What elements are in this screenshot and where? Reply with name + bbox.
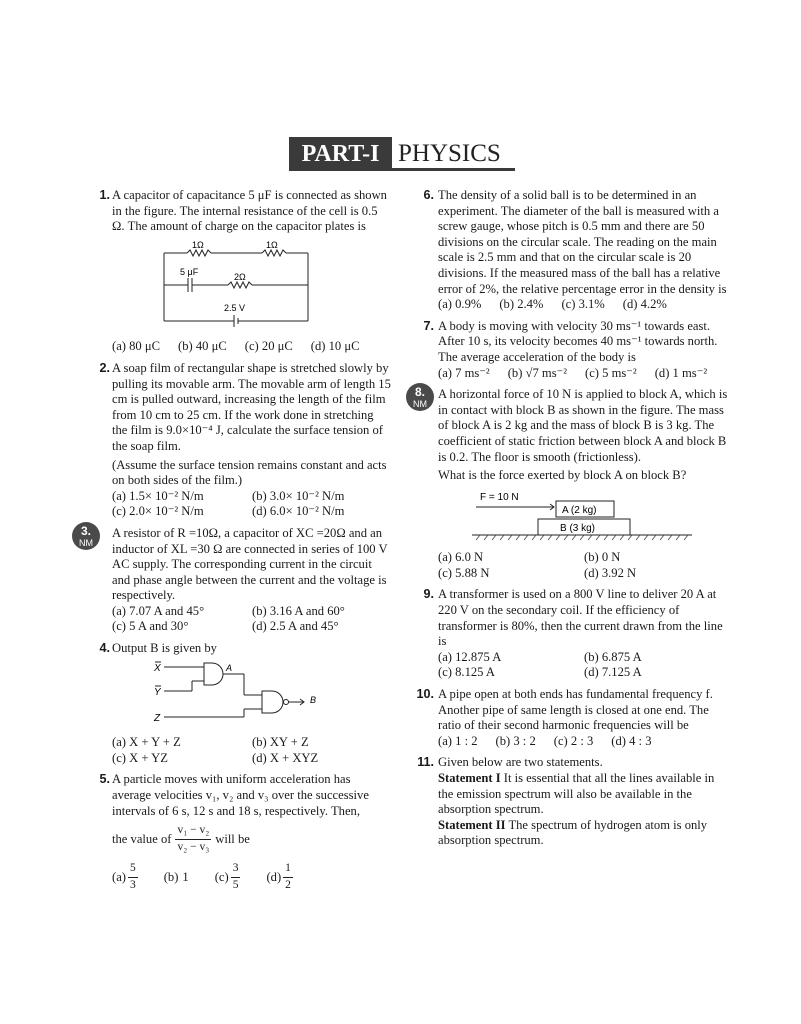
option-d: (d) 10 μC [310,339,360,354]
option-a: (a) 80 μC [112,339,161,354]
fig-label-block-b: B (3 kg) [560,522,596,534]
fig-label-a: A [226,662,233,673]
question-text: A soap film of rectangular shape is stretched slowly by pulling its movable arm. The movable arm of length 15 cm is pulled outward, increasing the length of the film from 10 cm to 25 cm. If the work done in stretching the film is 9.0×10⁻⁴ J, calculate the surface tension of the soap film. [112,360,391,453]
question-number: 7. [423,318,434,333]
fig-label-cap: 5 μF [180,266,199,277]
fig-label-b: B [310,694,317,705]
option-d: (d) 3.92 N [584,565,637,580]
fig-label-y: Y [154,686,161,698]
question-text: A resistor of R =10Ω, a capacitor of XC =20Ω and an inductor of XL =30 Ω are connected in series of 100 V AC supply. The corresponding current in the circuit and phase angle between the current and the voltage is respectively. [112,525,388,603]
option-a: (a) 0.9% [438,297,482,312]
option-d: (d) 4 : 3 [611,733,652,748]
options [112,604,392,635]
question-2 [92,361,392,520]
options [438,297,730,313]
options [112,861,392,893]
nm-badge: 3. NM [72,522,100,550]
question-text: A body is moving with velocity 30 ms⁻¹ towards east. After 10 s, its velocity becomes 40 ms⁻¹ towards north. The average acceleration of the body is [438,318,718,364]
question-text: Output B is given by [112,641,217,656]
left-column [79,188,392,900]
question-number: 2. [99,360,110,375]
options [438,734,730,750]
option-a: (a) 7.07 A and 45° [112,603,205,618]
fig-label-x: X [154,662,161,674]
part-label: PART-I [289,137,392,171]
question-text: The density of a solid ball is to be determined in an experiment. The diameter of the ball is measured with a screw gauge, whose pitch is 0.5 mm and there are 50 divisions on the circular scale. The reading on the main scale is 2.5 mm and that on the circular scale is 20 divisions. If the measured mass of the ball has a relative error of 2%, the relative percentage error in the density is [438,188,727,296]
option-d: (d) 6.0× 10⁻² N/m [252,504,345,519]
option-c: (c) 8.125 A [438,665,496,680]
option-b: (b) 3 : 2 [495,733,536,748]
question-note: (Assume the surface tension remains constant and acts on both sides of the film.) [112,457,387,488]
option-b: (b) 6.875 A [584,649,642,664]
question-6 [418,188,730,313]
question-prompt: What is the force exerted by block A on block B? [438,468,687,483]
logic-gate-figure [152,661,332,727]
options [112,489,392,520]
question-number: 6. [423,188,434,202]
option-b: (b) 40 μC [178,339,227,354]
nm-badge: 8. NM [406,383,434,411]
option-a: (a) 1.5× 10⁻² N/m [112,488,204,503]
statement-1-text: It is essential that all the lines available in the emission spectrum will also be available in the absorption spectrum. [438,771,715,817]
question-number: 10. [416,687,434,702]
subject-title: PHYSICS [392,137,515,171]
value-suffix: will be [215,831,250,846]
question-10 [418,687,730,749]
fig-label-block-a: A (2 kg) [562,504,597,516]
option-b: (b) 0 N [584,550,621,565]
option-c: (c) 5.88 N [438,565,490,580]
question-number: 11. [417,755,434,770]
options [438,650,730,681]
option-d: (d) X + XYZ [252,750,319,765]
question-8 [413,385,730,581]
option-d: (d) 4.2% [622,297,667,312]
question-7 [418,319,730,381]
fig-label-r3: 2Ω [234,271,246,282]
question-number: 1. [99,188,110,202]
option-b: (b) 3.0× 10⁻² N/m [252,488,345,503]
question-9 [418,587,730,681]
option-a: (a) 5 3 [112,862,136,891]
option-d: (d) 1 2 [266,862,291,891]
option-c: (c) 2 : 3 [553,733,594,748]
statement-2 [438,818,730,849]
option-b: (b) √7 ms⁻² [507,365,568,380]
fraction-denominator: v₂ − v₃ [177,840,210,853]
option-a: (a) 12.875 A [438,649,502,664]
circuit-figure [162,239,312,331]
fraction-numerator: v₁ − v₂ [175,823,211,840]
option-b: (b) XY + Z [252,735,309,750]
statement-2-text: The spectrum of hydrogen atom is only absorption spectrum. [438,817,708,848]
value-prefix: the value of [112,831,172,846]
question-text: A horizontal force of 10 N is applied to block A, which is in contact with block B as shown in the figure. The mass of block A is 2 kg and the mass of block B is 3 kg. The coefficient of static friction between block A and block B is 0.2. The floor is smooth (frictionless). [438,387,728,464]
fig-label-r2: 1Ω [266,239,278,250]
section-banner [289,137,509,171]
options [438,550,730,581]
option-c: (c) 20 μC [244,339,293,354]
statement-2-label: Statement II [438,817,506,832]
right-column [413,188,730,855]
option-c: (c) 2.0× 10⁻² N/m [112,504,204,519]
question-number: 5. [99,772,110,787]
option-a: (a) 1 : 2 [438,733,478,748]
question-3 [79,523,392,635]
option-d: (d) 2.5 A and 45° [252,619,339,634]
option-c: (c) 3 5 [214,862,239,891]
option-b: (b) 2.4% [499,297,544,312]
fig-label-z: Z [154,712,161,724]
statement-1-label: Statement I [438,771,501,785]
option-b: (b) 3.16 A and 60° [252,603,345,618]
question-number: 4. [99,641,110,656]
options [112,339,392,355]
options [438,366,730,382]
statement-1 [438,771,730,818]
option-a: (a) 7 ms⁻² [438,365,490,380]
question-text: A transformer is used on a 800 V line to deliver 20 A at 220 V on the secondary coil. If the efficiency of transformer is 80%, then the current drawn from the line is [438,587,723,649]
option-b: (b) 1 [163,869,189,884]
question-text: Given below are two statements. [438,755,603,770]
question-number: 9. [423,587,434,602]
option-a: (a) 6.0 N [438,550,484,565]
option-c: (c) 3.1% [561,297,605,312]
fig-label-cell: 2.5 V [224,302,246,313]
option-c: (c) X + YZ [112,750,168,765]
option-a: (a) X + Y + Z [112,735,181,750]
question-1 [92,188,392,355]
value-expression [112,823,392,855]
fig-label-r1: 1Ω [192,239,204,250]
option-d: (d) 7.125 A [584,665,642,680]
question-4 [92,641,392,766]
option-d: (d) 1 ms⁻² [654,365,708,380]
fig-label-force: F = 10 N [480,491,519,503]
question-5 [92,772,392,893]
question-text: A particle moves with uniform acceleration has average velocities v₁, v₂ and v₃ over the successive intervals of 6 s, 12 s and 18 s, respectively. Then, [112,772,369,818]
options [112,735,392,766]
option-c: (c) 5 A and 30° [112,619,189,634]
fraction [175,823,211,855]
blocks-figure [468,488,698,542]
question-text: A pipe open at both ends has fundamental frequency f. Another pipe of same length is closed at one end. The ratio of their second harmonic frequencies will be [438,687,713,733]
option-c: (c) 5 ms⁻² [585,365,637,380]
question-text: A capacitor of capacitance 5 μF is connected as shown in the figure. The internal resistance of the cell is 0.5 Ω. The amount of charge on the capacitor plates is [112,188,387,234]
question-11 [418,755,730,849]
